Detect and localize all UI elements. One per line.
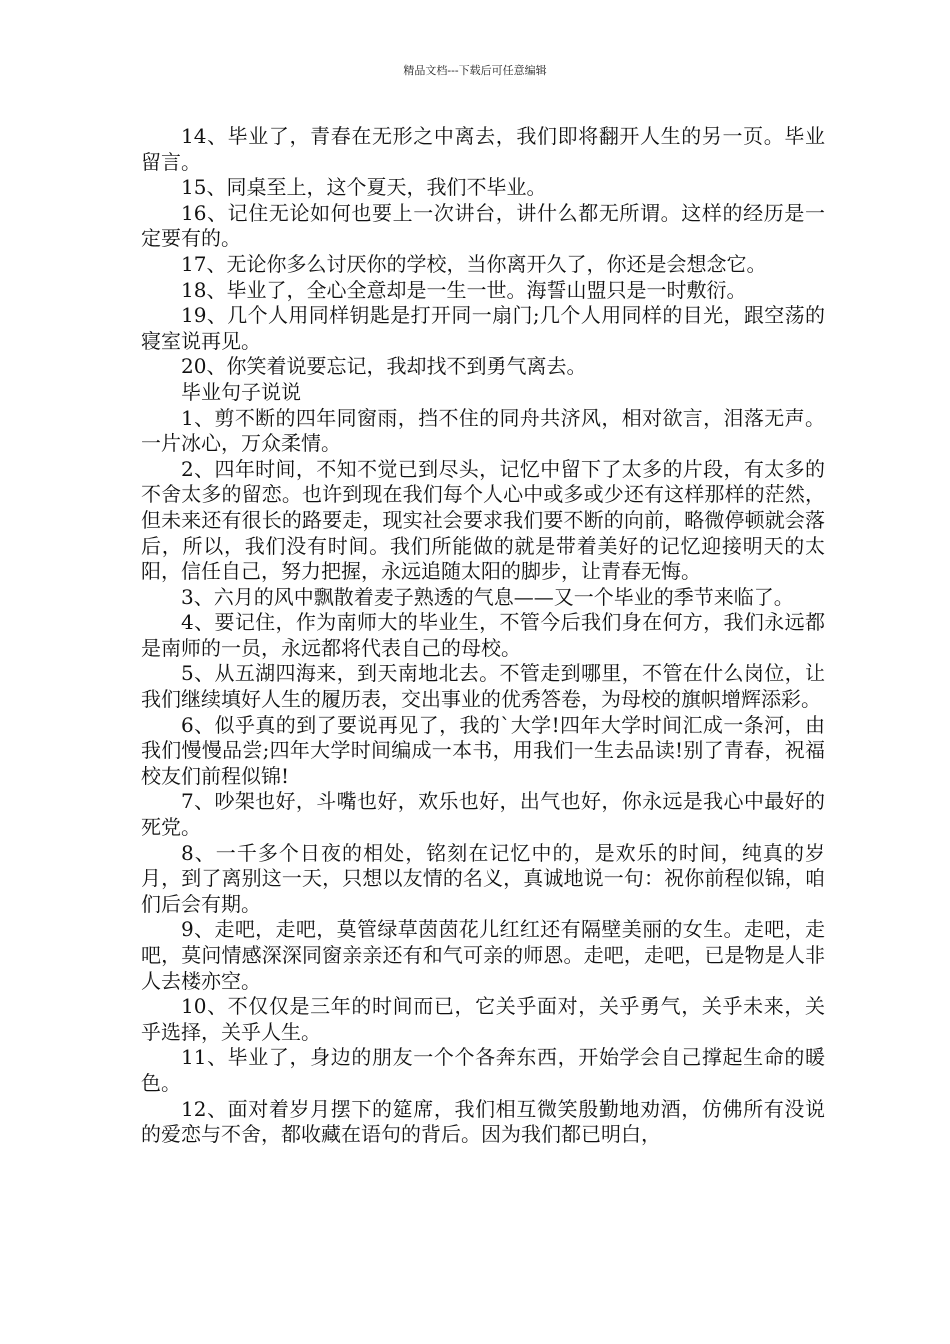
paragraph: 17、无论你多么讨厌你的学校，当你离开久了，你还是会想念它。 xyxy=(181,251,767,276)
paragraph: 1、剪不断的四年同窗雨，挡不住的同舟共济风，相对欲言，泪落无声。一片冰心，万众柔情。 xyxy=(141,405,825,456)
paragraph: 7、吵架也好，斗嘴也好，欢乐也好，出气也好，你永远是我心中最好的死党。 xyxy=(141,789,825,840)
paragraph: 11、毕业了，身边的朋友一个个各奔东西，开始学会自己撑起生命的暖色。 xyxy=(141,1045,825,1095)
paragraph: 5、从五湖四海来，到天南地北去。不管走到哪里，不管在什么岗位，让我们继续填好人生的履历表，交出事业的优秀答卷，为母校的旗帜增辉添彩。 xyxy=(141,661,825,712)
paragraph: 14、毕业了，青春在无形之中离去，我们即将翻开人生的另一页。毕业留言。 xyxy=(141,124,825,174)
document-body xyxy=(141,124,825,1148)
section-heading: 毕业句子说说 xyxy=(181,379,301,404)
paragraph: 15、同桌至上，这个夏天，我们不毕业。 xyxy=(181,175,547,200)
paragraph: 4、要记住，作为南师大的毕业生，不管今后我们身在何方，我们永远都是南师的一员，永远都将代表自己的母校。 xyxy=(141,610,825,660)
paragraph: 18、毕业了，全心全意却是一生一世。海誓山盟只是一时敷衍。 xyxy=(181,277,747,302)
paragraph: 19、几个人用同样钥匙是打开同一扇门;几个人用同样的目光，跟空荡的寝室说再见。 xyxy=(141,303,825,353)
paragraph: 2、四年时间，不知不觉已到尽头，记忆中留下了太多的片段，有太多的不舍太多的留恋。也许到现在我们每个人心中或多或少还有这样那样的茫然，但未来还有很长的路要走，现实社会要求我们要不断的向前，略微停顿就会落后，所以，我们没有时间。我们所能做的就是带着美好的记忆迎接明天的太阳，信任自己，努力把握，永远追随太阳的脚步，让青春无悔。 xyxy=(141,456,825,584)
paragraph: 8、一千多个日夜的相处，铭刻在记忆中的，是欢乐的时间，纯真的岁月，到了离别这一天，只想以友情的名义，真诚地说一句：祝你前程似锦，咱们后会有期。 xyxy=(141,840,825,916)
paragraph: 9、走吧，走吧，莫管绿草茵茵花儿红红还有隔壁美丽的女生。走吧，走吧，莫问情感深深同窗亲亲还有和气可亲的师恩。走吧，走吧，已是物是人非人去楼亦空。 xyxy=(141,917,825,993)
paragraph: 20、你笑着说要忘记，我却找不到勇气离去。 xyxy=(181,354,587,379)
page-header: 精品文档---下载后可任意编辑 xyxy=(403,64,547,77)
paragraph: 12、面对着岁月摆下的筵席，我们相互微笑殷勤地劝酒，仿佛所有没说的爱恋与不舍，都收藏在语句的背后。因为我们都已明白， xyxy=(141,1096,825,1147)
paragraph: 3、六月的风中飘散着麦子熟透的气息——又一个毕业的季节来临了。 xyxy=(181,584,794,609)
paragraph: 16、记住无论如何也要上一次讲台，讲什么都无所谓。这样的经历是一定要有的。 xyxy=(141,200,825,251)
paragraph: 10、不仅仅是三年的时间而已，它关乎面对，关乎勇气，关乎未来，关乎选择，关乎人生。 xyxy=(141,994,825,1044)
paragraph: 6、似乎真的到了要说再见了，我的`大学!四年大学时间汇成一条河，由我们慢慢品尝;四年大学时间编成一本书，用我们一生去品读!别了青春，祝福校友们前程似锦! xyxy=(141,712,825,788)
